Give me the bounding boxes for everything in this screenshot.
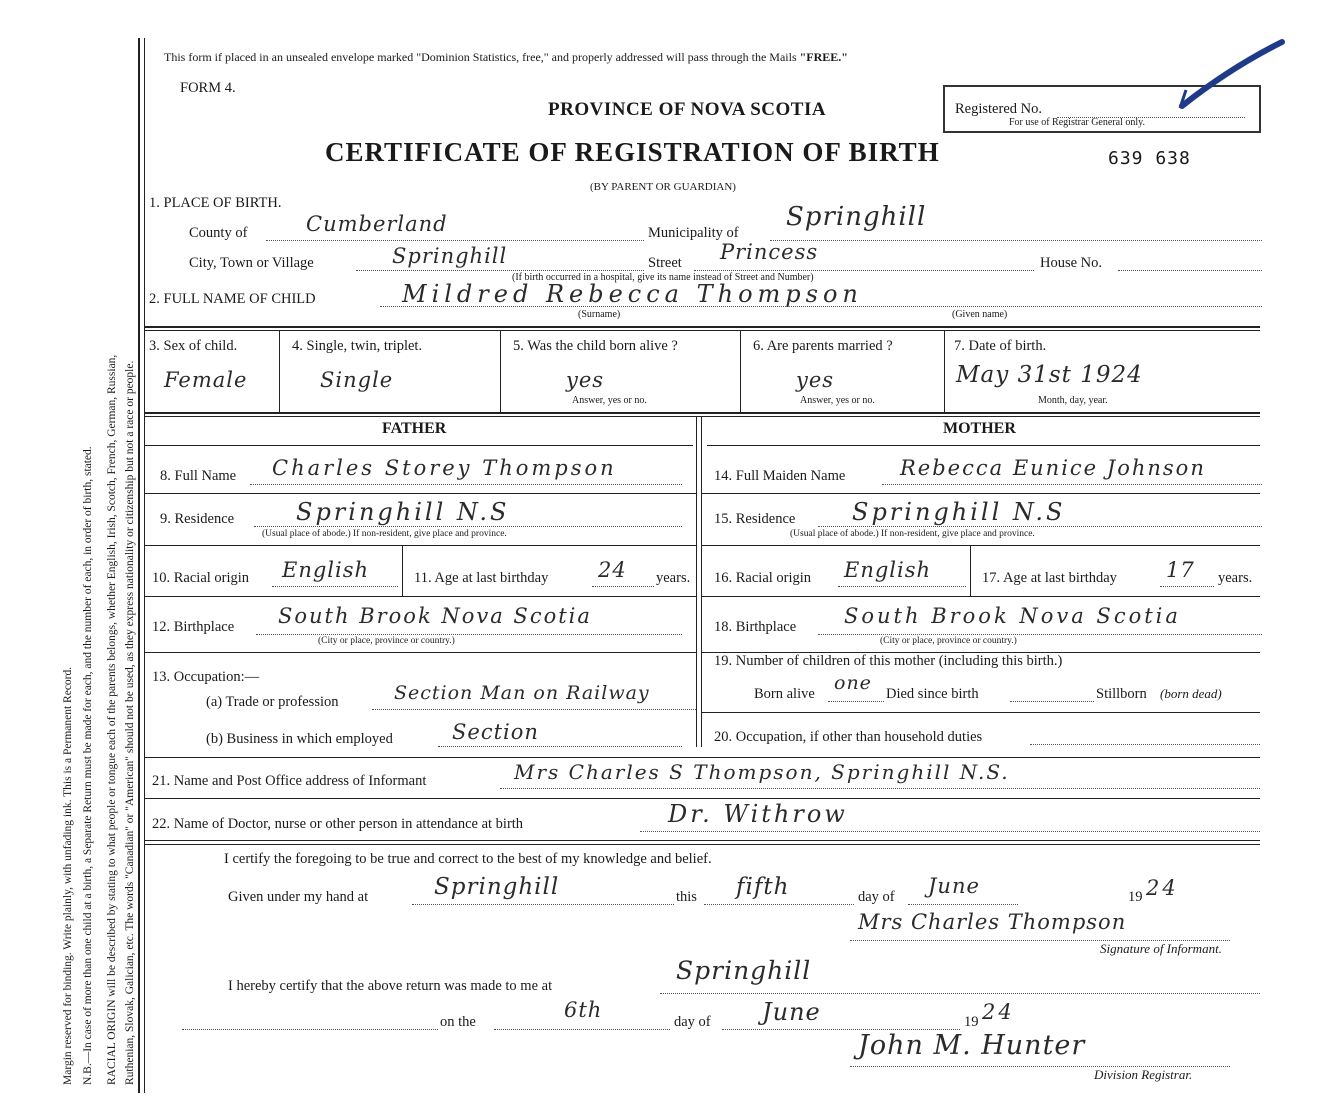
- died-since-birth-line: [1010, 701, 1094, 702]
- municipality-label: Municipality of: [648, 225, 739, 241]
- row-rule: [145, 652, 696, 653]
- informant-line: [500, 788, 1260, 789]
- registrar-statement: I hereby certify that the above return was made to me at: [228, 978, 553, 994]
- registered-number-note: For use of Registrar General only.: [1009, 117, 1145, 128]
- parents-married-value: yes: [796, 368, 835, 392]
- registrar-year-value: 24: [982, 1000, 1015, 1024]
- given-this-label: this: [676, 889, 697, 905]
- section-rule: [707, 445, 1260, 446]
- mother-race-line: [838, 586, 966, 587]
- row-rule: [702, 493, 1260, 494]
- mother-age-value: 17: [1166, 558, 1195, 582]
- street-value: Princess: [720, 240, 819, 264]
- street-line: [694, 270, 1034, 271]
- father-trade-label: (a) Trade or profession: [206, 694, 339, 710]
- father-trade-value: Section Man on Railway: [394, 682, 650, 704]
- county-value: Cumberland: [306, 212, 448, 236]
- place-of-birth-label: 1. PLACE OF BIRTH.: [149, 195, 282, 211]
- father-name-label: 8. Full Name: [160, 468, 237, 484]
- column-divider: [740, 331, 741, 412]
- column-divider: [944, 331, 945, 412]
- registrar-day-value: 6th: [564, 998, 603, 1022]
- mother-race-label: 16. Racial origin: [714, 570, 812, 586]
- mail-notice-text: This form if placed in an unsealed envelope marked "Dominion Statistics, free," and properly addressed will pass through the Mails: [164, 50, 797, 64]
- father-business-label: (b) Business in which employed: [206, 731, 393, 747]
- hospital-note: (If birth occurred in a hospital, give its name instead of Street and Number): [512, 272, 814, 283]
- field-divider: [402, 546, 403, 596]
- margin-note-nb: N.B.—In case of more than one child at a birth, a Separate Return must be made for each, and the number of each, in order of birth, stated.: [82, 446, 94, 1085]
- birth-date-value: May 31st 1924: [956, 362, 1143, 388]
- page-subtitle: (BY PARENT OR GUARDIAN): [590, 181, 736, 193]
- father-birthplace-note: (City or place, province or country.): [318, 636, 455, 646]
- father-occupation-label: 13. Occupation:—: [152, 669, 260, 685]
- died-since-birth-label: Died since birth: [886, 686, 979, 702]
- father-trade-line: [372, 709, 696, 710]
- registered-number-label: Registered No.: [955, 101, 1042, 117]
- certificate-number: 639 638: [1108, 148, 1191, 169]
- mother-name-value: Rebecca Eunice Johnson: [900, 456, 1206, 480]
- mother-occupation-line: [1030, 744, 1260, 745]
- child-name-label: 2. FULL NAME OF CHILD: [149, 291, 316, 307]
- margin-note-racial-origin: RACIAL ORIGIN will be described by stating to what people or tongue each of the parents belongs, whether English, Irish, Scotch, French, German, Russian,: [106, 354, 118, 1085]
- father-age-years: years.: [656, 570, 691, 586]
- informant-signature: Mrs Charles Thompson: [858, 910, 1127, 934]
- plurality-label: 4. Single, twin, triplet.: [292, 338, 423, 354]
- province-heading: PROVINCE OF NOVA SCOTIA: [548, 99, 827, 120]
- informant-signature-label: Signature of Informant.: [1100, 941, 1222, 956]
- given-at-value: Springhill: [434, 874, 560, 900]
- mother-residence-line: [818, 526, 1262, 527]
- row-rule: [145, 493, 696, 494]
- column-divider: [500, 331, 501, 412]
- county-line: [266, 240, 644, 241]
- father-residence-value: Springhill N.S: [296, 498, 510, 526]
- mother-name-label: 14. Full Maiden Name: [714, 468, 846, 484]
- stillborn-note: (born dead): [1160, 686, 1222, 701]
- informant-value: Mrs Charles S Thompson, Springhill N.S.: [514, 760, 1010, 784]
- margin-note-binding: Margin reserved for binding. Write plainly, with unfading ink. This is a Permanent Record.: [62, 666, 74, 1085]
- registrar-on-label: on the: [440, 1014, 476, 1030]
- born-alive-note: Answer, yes or no.: [572, 395, 647, 406]
- given-year-value: 24: [1146, 876, 1179, 900]
- municipality-value: Springhill: [786, 202, 927, 232]
- father-residence-label: 9. Residence: [160, 511, 235, 527]
- stillborn-label: Stillborn: [1096, 686, 1147, 702]
- given-at-line: [412, 904, 674, 905]
- given-day-line: [704, 904, 854, 905]
- row-rule: [702, 712, 1260, 713]
- field-divider: [970, 546, 971, 596]
- registrar-day-line: [494, 1029, 670, 1030]
- row-rule: [702, 596, 1260, 597]
- page-title: CERTIFICATE OF REGISTRATION OF BIRTH: [325, 137, 940, 167]
- doctor-value: Dr. Withrow: [668, 800, 848, 828]
- city-line: [356, 270, 644, 271]
- registrar-place-value: Springhill: [676, 956, 812, 985]
- given-day-of-label: day of: [858, 889, 895, 905]
- column-divider: [279, 331, 280, 412]
- house-number-line: [1118, 270, 1262, 271]
- registrar-pen-mark: [1170, 38, 1290, 118]
- father-business-line: [438, 746, 682, 747]
- county-label: County of: [189, 225, 248, 241]
- plurality-value: Single: [320, 368, 394, 392]
- row-rule: [702, 545, 1260, 546]
- registrar-day-of-label: day of: [674, 1014, 711, 1030]
- mother-age-line: [1160, 586, 1214, 587]
- mother-heading: MOTHER: [943, 420, 1016, 437]
- mother-birthplace-note: (City or place, province or country.): [880, 636, 1017, 646]
- informant-label: 21. Name and Post Office address of Informant: [152, 773, 427, 789]
- given-month-value: June: [928, 874, 980, 898]
- mother-race-value: English: [844, 558, 932, 582]
- child-name-value: Mildred Rebecca Thompson: [402, 280, 863, 308]
- born-alive-count-value: one: [834, 672, 872, 694]
- registrar-signature: John M. Hunter: [858, 1030, 1086, 1061]
- father-birthplace-value: South Brook Nova Scotia: [278, 604, 592, 628]
- registrar-place-line: [660, 993, 1260, 994]
- frame-line: [138, 38, 140, 1093]
- registrar-lead-line: [182, 1029, 438, 1030]
- father-heading: FATHER: [382, 420, 447, 437]
- mother-occupation-label: 20. Occupation, if other than household duties: [714, 729, 983, 745]
- mother-birthplace-line: [818, 634, 1262, 635]
- section-rule: [145, 330, 1260, 331]
- registrar-month-value: June: [762, 998, 821, 1026]
- given-name-note: (Given name): [952, 309, 1008, 320]
- section-rule: [145, 840, 1260, 841]
- father-race-value: English: [282, 558, 370, 582]
- certify-statement: I certify the foregoing to be true and correct to the best of my knowledge and belief.: [224, 851, 712, 867]
- registrar-title: Division Registrar.: [1094, 1067, 1193, 1082]
- born-alive-count-line: [828, 701, 884, 702]
- father-name-value: Charles Storey Thompson: [272, 456, 617, 480]
- form-number: FORM 4.: [180, 80, 236, 96]
- father-age-line: [592, 586, 654, 587]
- given-year-prefix: 19: [1128, 889, 1143, 905]
- mother-residence-note: (Usual place of abode.) If non-resident, give place and province.: [790, 529, 1035, 539]
- father-age-label: 11. Age at last birthday: [414, 570, 549, 586]
- born-alive-label: 5. Was the child born alive ?: [513, 338, 678, 354]
- birth-date-label: 7. Date of birth.: [954, 338, 1047, 354]
- born-alive-count-label: Born alive: [754, 686, 815, 702]
- parents-married-label: 6. Are parents married ?: [753, 338, 893, 354]
- city-value: Springhill: [392, 244, 508, 268]
- city-label: City, Town or Village: [189, 255, 314, 271]
- doctor-label: 22. Name of Doctor, nurse or other person in attendance at birth: [152, 816, 524, 832]
- street-label: Street: [648, 255, 682, 271]
- mother-residence-value: Springhill N.S: [852, 498, 1066, 526]
- mail-notice: [164, 50, 848, 65]
- mother-name-line: [882, 484, 1262, 485]
- born-alive-value: yes: [566, 368, 605, 392]
- section-rule: [145, 445, 693, 446]
- father-residence-line: [254, 526, 682, 527]
- doctor-line: [640, 831, 1260, 832]
- section-rule: [145, 412, 1260, 414]
- parents-married-note: Answer, yes or no.: [800, 395, 875, 406]
- parents-divider: [701, 417, 702, 747]
- section-rule: [145, 844, 1260, 845]
- registrar-year-prefix: 19: [964, 1014, 979, 1030]
- municipality-line: [770, 240, 1262, 241]
- sex-label: 3. Sex of child.: [149, 338, 238, 354]
- mother-children-label: 19. Number of children of this mother (including this birth.): [714, 653, 1063, 669]
- father-name-line: [250, 484, 682, 485]
- parents-divider: [696, 417, 697, 747]
- section-rule: [145, 798, 1260, 799]
- given-at-label: Given under my hand at: [228, 889, 369, 905]
- row-rule: [145, 545, 696, 546]
- row-rule: [145, 596, 696, 597]
- mother-age-label: 17. Age at last birthday: [982, 570, 1117, 586]
- father-age-value: 24: [598, 558, 627, 582]
- given-month-line: [908, 904, 1018, 905]
- father-birthplace-line: [256, 634, 682, 635]
- father-residence-note: (Usual place of abode.) If non-resident, give place and province.: [262, 529, 507, 539]
- section-rule: [145, 326, 1260, 328]
- given-day-value: fifth: [736, 874, 790, 900]
- section-rule: [145, 757, 1260, 758]
- mother-birthplace-value: South Brook Nova Scotia: [844, 604, 1181, 628]
- father-race-line: [272, 586, 398, 587]
- section-rule: [145, 416, 1260, 417]
- father-birthplace-label: 12. Birthplace: [152, 619, 235, 635]
- father-business-value: Section: [452, 720, 539, 744]
- frame-line: [144, 38, 145, 1093]
- sex-value: Female: [164, 368, 248, 392]
- mother-birthplace-label: 18. Birthplace: [714, 619, 797, 635]
- birth-date-note: Month, day, year.: [1038, 395, 1108, 406]
- mother-age-years: years.: [1218, 570, 1253, 586]
- surname-note: (Surname): [578, 309, 621, 320]
- margin-note-racial-origin-cont: Ruthenian, Slovak, Galician, etc. The words "Canadian" or "American" should not be used, as they express nationality or citizenship but not a race or people.: [124, 360, 136, 1085]
- father-race-label: 10. Racial origin: [152, 570, 250, 586]
- mail-notice-free: "FREE.": [799, 50, 848, 64]
- mother-residence-label: 15. Residence: [714, 511, 796, 527]
- house-number-label: House No.: [1040, 255, 1103, 271]
